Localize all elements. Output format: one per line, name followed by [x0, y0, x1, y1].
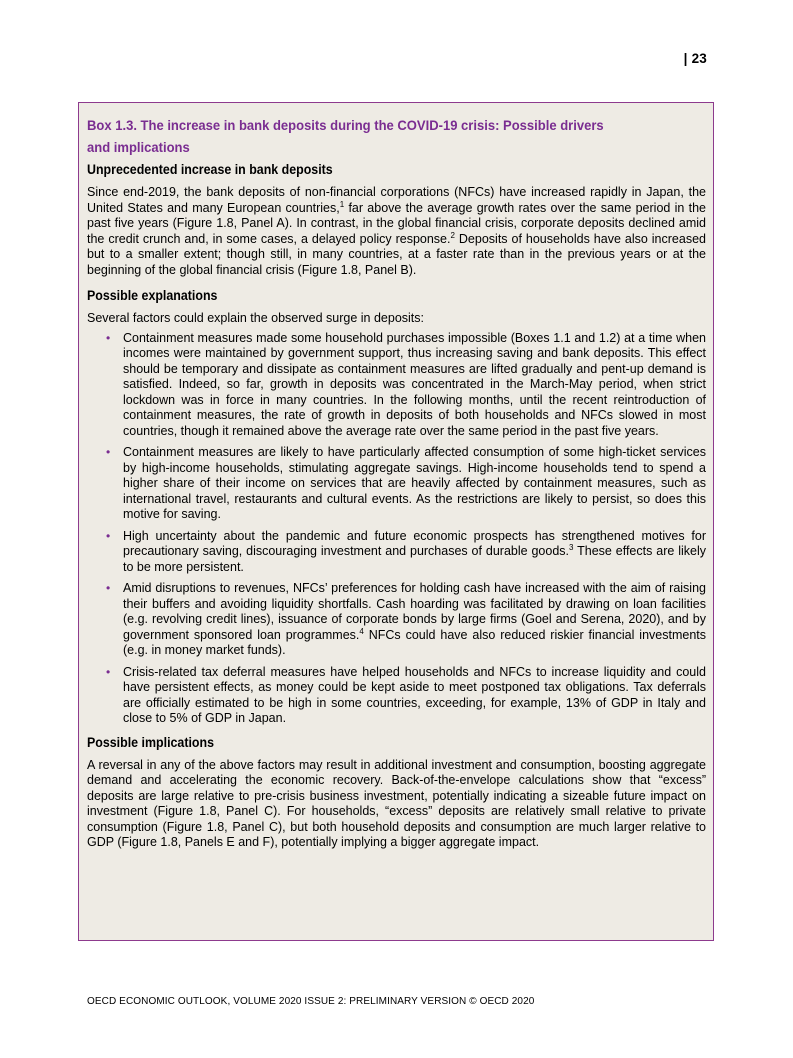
page-number: | 23 [683, 51, 707, 66]
list-item: • Containment measures made some household purchases impossible (Boxes 1.1 and 1.2) at a time when incomes were maintained by government support, thus increasing saving and bank deposits. This effect should be temporary and dissipate as containment measures are lifted gradually and pent-up demand is satisfied. Indeed, so far, growth in deposits was concentrated in the March-May period, when strict lockdown was in force in many countries. In the following months, until the recent reintroduction of containment measures, the rate of growth in deposits of both households and NFCs slowed in most countries, though it remained above the average rate over the same period in the past five years. [123, 331, 706, 440]
section-heading-possible-explanations: Possible explanations [87, 288, 218, 303]
footnote-ref-4: 4 [359, 626, 364, 636]
explanations-list [87, 331, 706, 727]
box-title-line-2: and implications [87, 139, 190, 155]
text-run: High uncertainty about the pandemic and future economic prospects has strengthened motives for precautionary saving, discouraging investment and purchases of durable goods. [123, 528, 706, 558]
box-1-3 [78, 102, 714, 941]
box-title [87, 114, 608, 158]
paragraph-unprecedented-increase [87, 185, 706, 278]
list-item [123, 581, 706, 659]
footnote-ref-1: 1 [339, 199, 345, 209]
list-item: • Crisis-related tax deferral measures have helped households and NFCs to increase liquidity and could have persistent effects, as money could be kept aside to meet postponed tax obligations. Tax deferrals are officially estimated to be high in some countries, exceeding, for example, 13% of GDP in Italy and close to 5% of GDP in Japan. [123, 665, 706, 727]
section-heading-possible-implications: Possible implications [87, 734, 215, 750]
footnote-ref-2: 2 [450, 230, 455, 240]
box-title-line-1: Box 1.3. The increase in bank deposits during the COVID-19 crisis: Possible drivers [87, 117, 604, 133]
section-heading-unprecedented-increase: Unprecedented increase in bank deposits [87, 162, 333, 177]
list-item: • Containment measures are likely to have particularly affected consumption of some high-ticket services by high-income households, stimulating aggregate savings. High-income households tend to spend a higher share of their income on services that are heavily affected by containment measures, such as international travel, restaurants and cultural events. As the restrictions are likely to persist, so does this motive for saving. [123, 445, 706, 523]
text-run: Deposits of households have also increased but to a smaller extent; though still, in many countries, at a faster rate than in the previous years or at the beginning of the global financial crisis (Figure 1.8, Panel B). [87, 231, 706, 277]
page-footer: OECD ECONOMIC OUTLOOK, VOLUME 2020 ISSUE 2: PRELIMINARY VERSION © OECD 2020 [87, 996, 535, 1007]
text-run: NFCs could have also reduced riskier financial investments (e.g. in money market funds). [123, 627, 706, 657]
explanations-intro: Several factors could explain the observed surge in deposits: [87, 311, 424, 325]
text-run: Since end-2019, the bank deposits of non-financial corporations (NFCs) have increased rapidly in Japan, the United States and many European countries, [87, 185, 706, 215]
footnote-ref-3: 3 [569, 542, 574, 552]
paragraph-possible-implications: A reversal in any of the above factors may result in additional investment and consumption, boosting aggregate demand and accelerating the economic recovery. Back-of-the-envelope calculations show that “excess” deposits are large relative to pre-crisis business investment, potentially indicating a sizeable future impact on investment (Figure 1.8, Panel C). For households, “excess” deposits are relatively small relative to private consumption (Figure 1.8, Panel C), but both household deposits and consumption are much larger relative to GDP (Figure 1.8, Panels E and F), potentially implying a bigger aggregate impact. [87, 757, 706, 849]
text-run: far above the average growth rates over the same period in the past five years (Figure 1.8, Panel A). In contrast, in the global financial crisis, corporate deposits declined amid the credit crunch and, in some cases, a delayed policy response. [87, 200, 706, 246]
list-item [123, 529, 706, 576]
text-run: These effects are likely to be more persistent. [123, 544, 706, 574]
text-run: Amid disruptions to revenues, NFCs’ preferences for holding cash have increased with the aim of raising their buffers and avoiding liquidity shortfalls. Cash hoarding was facilitated by drawing on loan facilities (e.g. revolving credit lines), issuance of corporate bonds by large firms (Goel and Serena, 2020), and by government sponsored loan programmes. [123, 581, 706, 642]
